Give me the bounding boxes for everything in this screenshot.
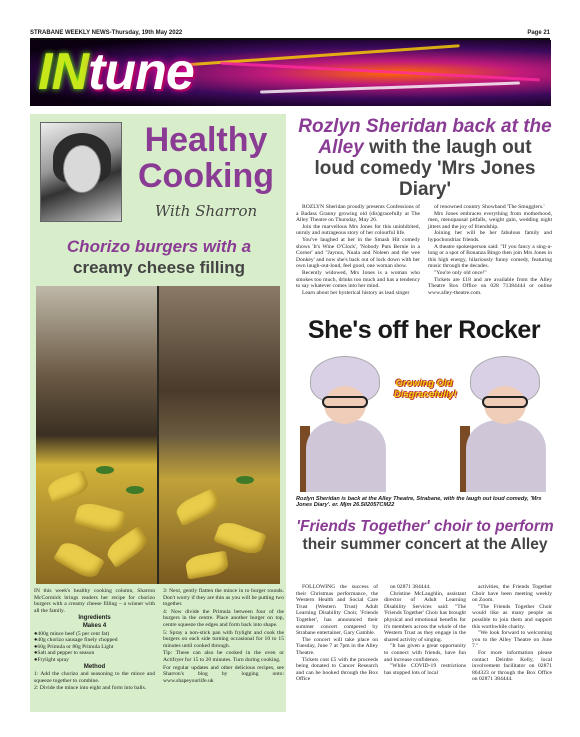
story-paragraph: Tickets cost £5 with the proceeds being donated to Cancer Research and can be booked through the Box Office <box>296 656 378 683</box>
granny-figure-left <box>300 356 390 492</box>
title-line: Cooking <box>138 157 274 195</box>
story-paragraph: "We look forward to welcoming you to the Alley Theatre on June 7." <box>472 630 552 650</box>
logo-tune: tune <box>88 43 194 101</box>
granny-body <box>306 420 386 492</box>
choir-story-col2 <box>384 584 466 676</box>
rocket-leaf <box>96 466 114 474</box>
choir-story-col1 <box>296 584 378 683</box>
tagline-line: Disgracefully! <box>394 389 457 400</box>
ingredient-item: ● Frylight spray <box>34 657 155 664</box>
rocker-poster <box>296 316 552 494</box>
page-number: Page 21 <box>527 30 550 36</box>
intune-banner <box>30 40 551 106</box>
logo-in: IN <box>38 43 88 101</box>
story-paragraph: "You're only old once!" <box>434 269 487 276</box>
method-tip: Tip: These can also be cooked in the oven or Actifryer for 15 to 20 minutes. Turn during cooking. <box>163 650 284 663</box>
banner-streak <box>220 62 540 82</box>
rocket-leaf <box>236 476 254 484</box>
headline-part: 'Friends Together' choir to perform <box>296 518 554 535</box>
healthy-cooking-title <box>130 122 282 194</box>
story-paragraph: Mrs Jones embraces everything from motherhood, men, menopausal pitfalls, weight gain, wedding night jitters and the joy of friendship. <box>428 210 552 230</box>
paper-dateline: STRABANE WEEKLY NEWS-Thursday, 19th May 2022 <box>30 30 183 36</box>
rozlyn-headline <box>296 116 554 200</box>
granny-figure-right <box>460 356 550 492</box>
story-paragraph: Joining her will be her fabulous family and hypochondriac friends. <box>428 230 552 243</box>
poster-headline: She's off her Rocker <box>307 316 541 344</box>
story-paragraph: activities, the Friends Together Choir have been meeting weekly on Zoom. <box>472 584 552 604</box>
story-paragraph: on 02871 384444. <box>390 584 431 590</box>
rozlyn-story-col2 <box>428 204 552 296</box>
story-paragraph: ROZLYN Sheridan proudly presents Confessions of a Badass Granny growing old (dis)gracefully at The Alley Theatre on Thursday, May 26. <box>296 204 420 224</box>
burger-photo <box>36 286 280 584</box>
ingredient-item: ● 60g Primula or 80g Primula Light <box>34 644 155 651</box>
story-paragraph: FOLLOWING the success of their Christmas performance, the Western Health and Social Care Trust (Western Trust) Adult Learning Disability Choir, 'Friends Together', has announced their summer concert compered by Strabane entertainer, Gary Gamble. <box>296 584 378 637</box>
story-paragraph: Join the marvellous Mrs Jones for this uninhibited, unruly and outrageous story of her colourful life. <box>296 223 420 237</box>
ingredients-heading: Ingredients <box>78 615 111 622</box>
healthy-cooking-column <box>30 114 286 712</box>
recipe-intro: IN this week's healthy cooking column, Sharron McCormick brings readers her recipe for chorizo burgers with a creamy cheese filling – a winner with all the family. <box>34 588 155 614</box>
story-paragraph: The concert will take place on Tuesday, June 7 at 7pm in the Alley Theatre. <box>296 636 378 656</box>
method-step: 1: Add the chorizo and seasoning to the mince and squeeze together to combine. <box>34 671 155 684</box>
makes-count: Makes 4 <box>82 622 107 629</box>
chorizo-headline <box>36 236 282 278</box>
story-paragraph: Recently widowed, Mrs Jones is a woman who smokes too much, drinks too much and has a tendency to say whatever comes into her mind. <box>296 269 420 290</box>
ingredient-item: ● 400g mince beef (5 per cent fat) <box>34 631 155 638</box>
story-paragraph: Christine McLaughlin, assistant director of Adult Learning Disability Services said: "The 'Friends Together' Choir has brought physical and emotional benefits for it's members across the whole of the Western Trust as they engage in the shared activity of singing. <box>384 590 466 643</box>
poster-tagline <box>394 378 457 400</box>
method-step: 4: Now divide the Primula between four of the burgers in the centre. Place another burger on top, centre squeeze the edges and form back into shape. <box>163 608 284 628</box>
method-step: 3: Next, gently flatten the mince in to burger rounds. Don't worry if they are thin as you will be putting two together. <box>163 588 284 608</box>
byline: With Sharron <box>154 202 258 220</box>
rocket-leaf <box>126 486 144 494</box>
rozlyn-story-col1 <box>296 204 420 296</box>
story-paragraph: "The Friends Together Choir would like as many people as possible to join them and support this worthwhile charity. <box>472 603 552 630</box>
story-paragraph: A theatre spokesperson said: "If you fancy a sing-a-long or a spot of Bonanza Bingo then join Mrs Jones in this high energy, hilariously funny comedy, featuring music through the decades. <box>428 243 552 270</box>
intune-logo <box>38 42 194 102</box>
headline-line: Chorizo burgers with a <box>66 237 252 256</box>
granny-body <box>466 420 546 492</box>
recipe-text <box>34 588 284 692</box>
story-paragraph: You've laughed at her in the Smash Hit comedy shows 'It's Wine O'Clock', 'Nobody Puts Bernie in a Corner' and "Jaynus, Nuala and Noleen and the wee Donkey' and now she's back out of lock down with her own laugh-out-loud, feel good, one woman show. <box>296 236 420 270</box>
story-paragraph: "While COVID-19 restrictions has stopped lots of local <box>384 663 466 676</box>
story-paragraph: Learn about her hysterical history as lead singer <box>302 289 410 296</box>
ingredient-item: ● Salt and pepper to season <box>34 650 155 657</box>
ingredient-item: ● 40g chorizo sausage finely chopped <box>34 637 155 644</box>
headline-line: creamy cheese filling <box>73 258 245 277</box>
method-blog: For regular updates and other delicious recipes, see Sharron's blog by logging onto: www.shapeyourlife.uk <box>163 664 284 684</box>
story-paragraph: of renowned country Showband 'The Smugglers.' <box>434 204 545 210</box>
photo-caption: Rozlyn Sheridan is back at the Alley Theatre, Strabane, with the laugh out loud comedy, 'Mrs Jones Diary'. er. Mjm 26.5ll2057CM22 <box>296 496 542 509</box>
headline-part: 'Mrs Jones Diary' <box>398 158 536 200</box>
choir-story-col3 <box>472 584 552 683</box>
title-line: Healthy <box>144 121 268 159</box>
story-paragraph: "It has given a great opportunity to connect with friends, have fun and increase confidence. <box>384 643 466 663</box>
headline-part: with the laugh out loud comedy <box>314 137 532 179</box>
glasses-icon <box>482 396 528 408</box>
story-paragraph: For more information please contact Deirdre Kelly, local involvement facilitator on 02871 864323 or through the Box Office on 02871 384444. <box>472 649 552 683</box>
method-step: 5: Spray a non-stick pan with frylight and cook the burgers on each side turning occasional for 10 to 15 minutes until cooked through. <box>163 629 284 649</box>
tagline-line: Growing Old <box>395 378 453 389</box>
ingredients-list <box>34 631 155 664</box>
photo-face <box>63 145 101 193</box>
glasses-icon <box>322 396 368 408</box>
headline-part: their summer concert at the Alley <box>302 536 548 553</box>
choir-headline <box>296 518 554 554</box>
headline-part: Rozlyn Sheridan back at the Alley <box>298 116 552 158</box>
columnist-photo <box>40 122 122 222</box>
story-paragraph: Tickets are £18 and are available from the Alley Theatre Box Office on 028 71384444 or online www.alley-theatre.com. <box>428 276 552 296</box>
method-heading: Method <box>83 663 106 670</box>
banner-streak <box>260 81 520 93</box>
method-step: 2: Divide the mince into eight and form into balls. <box>34 685 147 692</box>
page-header <box>30 28 550 38</box>
